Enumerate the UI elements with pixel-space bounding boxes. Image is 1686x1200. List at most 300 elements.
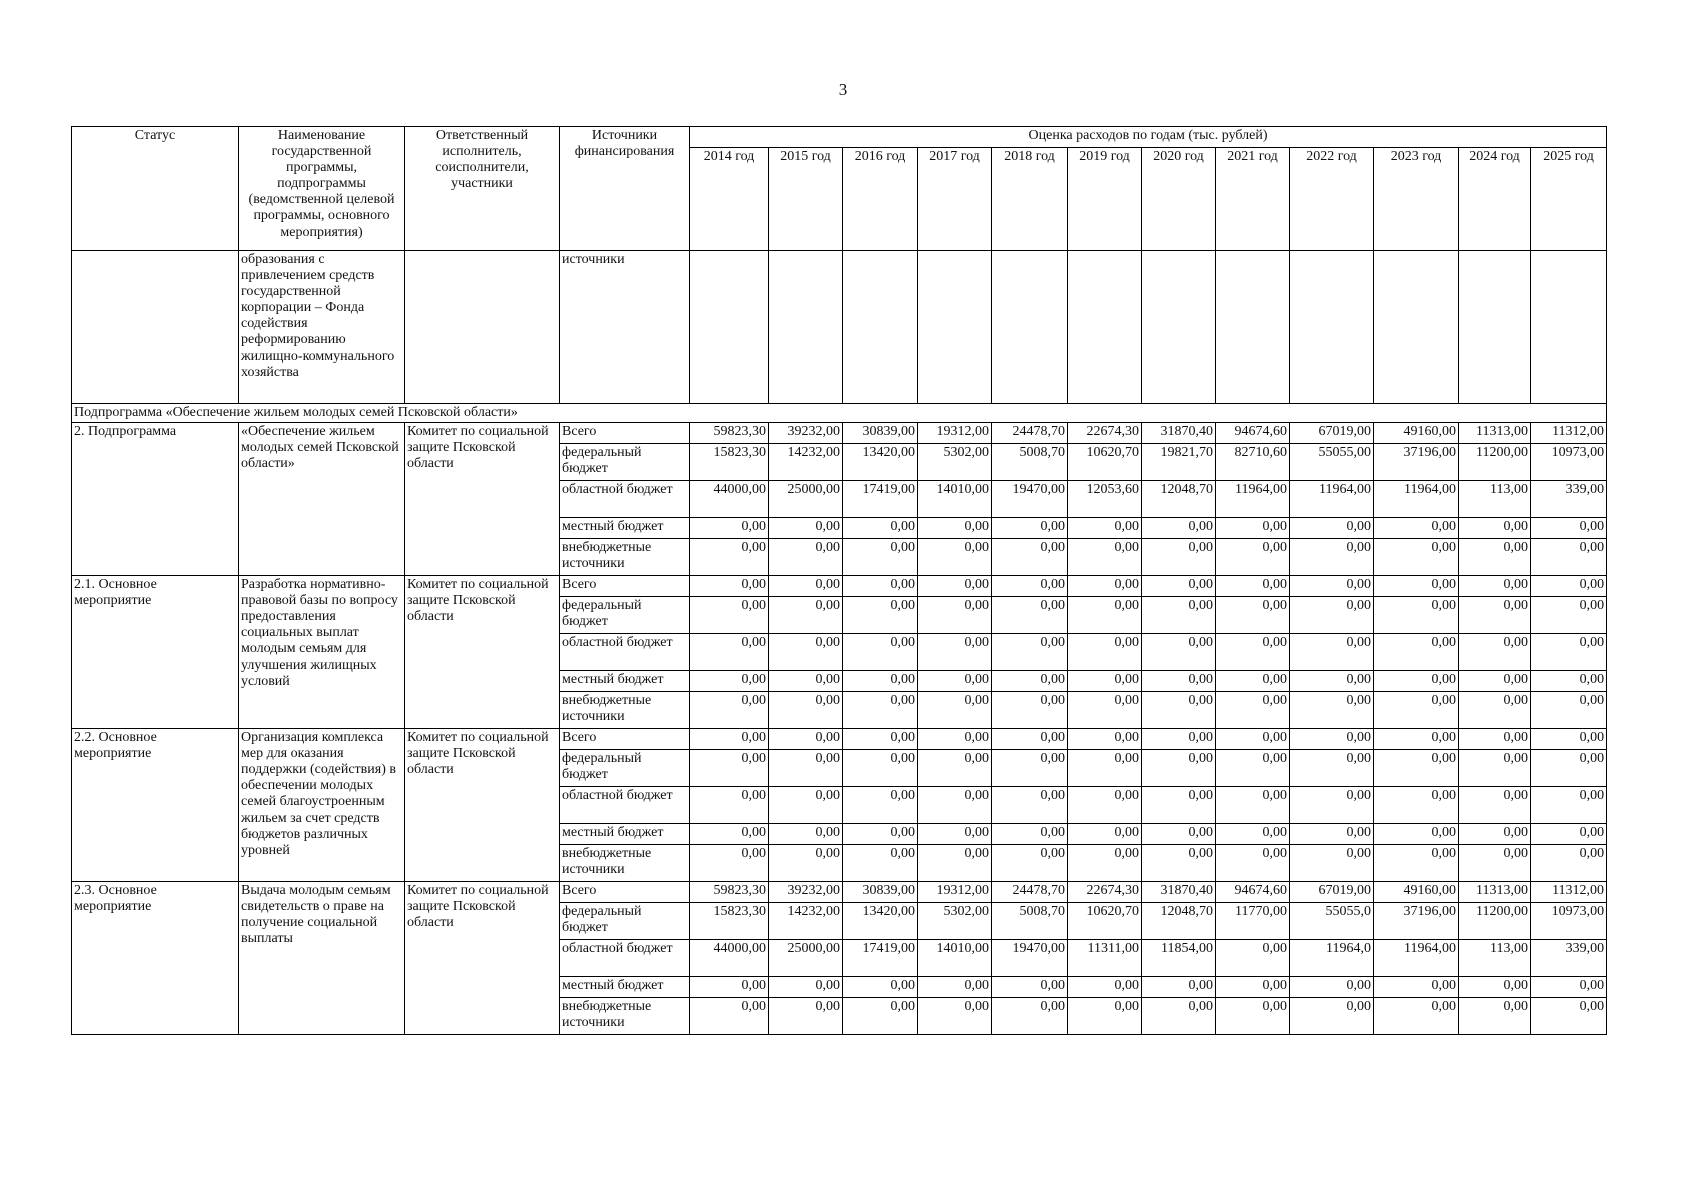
value-cell: 0,00 (918, 845, 992, 882)
value-cell: 0,00 (1216, 597, 1290, 634)
value-cell: 0,00 (769, 998, 843, 1035)
value-cell: 0,00 (843, 729, 918, 750)
funding-source: федеральный бюджет (560, 444, 690, 481)
value-cell: 0,00 (992, 824, 1068, 845)
value-cell: 0,00 (1216, 750, 1290, 787)
value-cell: 339,00 (1531, 940, 1607, 977)
table-row (72, 729, 1607, 750)
header-year: 2017 год (918, 148, 992, 251)
continuation-value-cell (992, 251, 1068, 404)
value-cell: 0,00 (690, 692, 769, 729)
value-cell: 113,00 (1459, 940, 1531, 977)
value-cell: 11313,00 (1459, 423, 1531, 444)
value-cell: 0,00 (1216, 692, 1290, 729)
table-row (72, 882, 1607, 903)
header-year: 2018 год (992, 148, 1068, 251)
value-cell: 0,00 (1374, 597, 1459, 634)
value-cell: 0,00 (1290, 750, 1374, 787)
row-status: 2.3. Основное мероприятие (72, 882, 239, 1035)
value-cell: 0,00 (1459, 539, 1531, 576)
value-cell: 0,00 (992, 998, 1068, 1035)
value-cell: 0,00 (1068, 634, 1142, 671)
value-cell: 67019,00 (1290, 423, 1374, 444)
value-cell: 0,00 (1290, 729, 1374, 750)
value-cell: 0,00 (1068, 729, 1142, 750)
value-cell: 30839,00 (843, 423, 918, 444)
value-cell: 5302,00 (918, 903, 992, 940)
value-cell: 0,00 (769, 845, 843, 882)
value-cell: 0,00 (1142, 824, 1216, 845)
value-cell: 13420,00 (843, 903, 918, 940)
value-cell: 5302,00 (918, 444, 992, 481)
value-cell: 19312,00 (918, 423, 992, 444)
value-cell: 0,00 (992, 597, 1068, 634)
value-cell: 25000,00 (769, 940, 843, 977)
value-cell: 0,00 (918, 729, 992, 750)
row-status: 2. Подпрограмма (72, 423, 239, 576)
value-cell: 0,00 (769, 750, 843, 787)
value-cell: 0,00 (918, 518, 992, 539)
continuation-row (72, 251, 1607, 404)
value-cell: 0,00 (843, 597, 918, 634)
value-cell: 11964,00 (1290, 481, 1374, 518)
value-cell: 0,00 (918, 539, 992, 576)
value-cell: 0,00 (1290, 824, 1374, 845)
value-cell: 0,00 (1216, 824, 1290, 845)
value-cell: 49160,00 (1374, 423, 1459, 444)
value-cell: 0,00 (992, 518, 1068, 539)
continuation-value-cell (1068, 251, 1142, 404)
value-cell: 11313,00 (1459, 882, 1531, 903)
value-cell: 0,00 (918, 824, 992, 845)
value-cell: 19821,70 (1142, 444, 1216, 481)
funding-source: Всего (560, 729, 690, 750)
continuation-status-cell (72, 251, 239, 404)
value-cell: 0,00 (1142, 692, 1216, 729)
value-cell: 0,00 (690, 750, 769, 787)
value-cell: 0,00 (1068, 671, 1142, 692)
value-cell: 0,00 (918, 634, 992, 671)
value-cell: 0,00 (1216, 576, 1290, 597)
value-cell: 0,00 (992, 539, 1068, 576)
header-year: 2021 год (1216, 148, 1290, 251)
funding-source: областной бюджет (560, 634, 690, 671)
value-cell: 0,00 (769, 787, 843, 824)
funding-source: Всего (560, 576, 690, 597)
value-cell: 0,00 (1531, 750, 1607, 787)
value-cell: 0,00 (992, 977, 1068, 998)
value-cell: 59823,30 (690, 423, 769, 444)
value-cell: 0,00 (1531, 576, 1607, 597)
value-cell: 0,00 (918, 998, 992, 1035)
value-cell: 0,00 (1142, 977, 1216, 998)
value-cell: 0,00 (1290, 539, 1374, 576)
header-year: 2024 год (1459, 148, 1531, 251)
value-cell: 0,00 (1068, 597, 1142, 634)
funding-source: областной бюджет (560, 940, 690, 977)
value-cell: 0,00 (1290, 671, 1374, 692)
value-cell: 0,00 (1216, 940, 1290, 977)
value-cell: 0,00 (1531, 787, 1607, 824)
value-cell: 0,00 (1459, 692, 1531, 729)
value-cell: 31870,40 (1142, 882, 1216, 903)
value-cell: 0,00 (1374, 671, 1459, 692)
value-cell: 0,00 (1531, 998, 1607, 1035)
value-cell: 11964,0 (1290, 940, 1374, 977)
value-cell: 0,00 (1068, 539, 1142, 576)
row-executor: Комитет по социальной защите Псковской области (405, 729, 560, 882)
funding-source: Всего (560, 882, 690, 903)
value-cell: 67019,00 (1290, 882, 1374, 903)
value-cell: 0,00 (992, 634, 1068, 671)
value-cell: 0,00 (1459, 750, 1531, 787)
value-cell: 113,00 (1459, 481, 1531, 518)
value-cell: 15823,30 (690, 903, 769, 940)
value-cell: 0,00 (690, 576, 769, 597)
value-cell: 0,00 (1142, 576, 1216, 597)
value-cell: 11770,00 (1216, 903, 1290, 940)
value-cell: 30839,00 (843, 882, 918, 903)
header-estimate: Оценка расходов по годам (тыс. рублей) (690, 127, 1607, 148)
value-cell: 17419,00 (843, 481, 918, 518)
value-cell: 0,00 (843, 634, 918, 671)
value-cell: 12048,70 (1142, 481, 1216, 518)
funding-source: внебюджетные источники (560, 692, 690, 729)
header-year: 2023 год (1374, 148, 1459, 251)
value-cell: 0,00 (1216, 539, 1290, 576)
value-cell: 0,00 (769, 977, 843, 998)
value-cell: 0,00 (992, 692, 1068, 729)
continuation-value-cell (1142, 251, 1216, 404)
value-cell: 15823,30 (690, 444, 769, 481)
value-cell: 0,00 (1068, 845, 1142, 882)
value-cell: 94674,60 (1216, 882, 1290, 903)
value-cell: 0,00 (843, 750, 918, 787)
value-cell: 0,00 (1290, 576, 1374, 597)
value-cell: 19470,00 (992, 481, 1068, 518)
value-cell: 0,00 (1459, 977, 1531, 998)
value-cell: 0,00 (1142, 845, 1216, 882)
value-cell: 0,00 (843, 692, 918, 729)
value-cell: 0,00 (1374, 539, 1459, 576)
value-cell: 11200,00 (1459, 903, 1531, 940)
value-cell: 0,00 (1142, 539, 1216, 576)
value-cell: 11312,00 (1531, 423, 1607, 444)
value-cell: 11854,00 (1142, 940, 1216, 977)
value-cell: 0,00 (690, 824, 769, 845)
value-cell: 0,00 (690, 518, 769, 539)
header-sources: Источники финансирования (560, 127, 690, 251)
value-cell: 0,00 (918, 671, 992, 692)
value-cell: 0,00 (1216, 998, 1290, 1035)
row-name: Организация комплекса мер для оказания поддержки (содействия) в обеспечении молодых семей благоустроенным жильем за счет средств бюджетов различных уровней (239, 729, 405, 882)
header-name: Наименование государственной программы, подпрограммы (ведомственной целевой программы, основного мероприятия) (239, 127, 405, 251)
value-cell: 0,00 (1459, 729, 1531, 750)
value-cell: 44000,00 (690, 940, 769, 977)
value-cell: 0,00 (1459, 576, 1531, 597)
value-cell: 10973,00 (1531, 444, 1607, 481)
value-cell: 0,00 (769, 824, 843, 845)
value-cell: 10620,70 (1068, 903, 1142, 940)
value-cell: 0,00 (690, 787, 769, 824)
value-cell: 0,00 (1531, 518, 1607, 539)
value-cell: 0,00 (918, 692, 992, 729)
value-cell: 0,00 (918, 597, 992, 634)
value-cell: 0,00 (1459, 845, 1531, 882)
value-cell: 0,00 (1216, 729, 1290, 750)
value-cell: 10620,70 (1068, 444, 1142, 481)
value-cell: 0,00 (1531, 671, 1607, 692)
value-cell: 0,00 (1068, 750, 1142, 787)
continuation-value-cell (1216, 251, 1290, 404)
value-cell: 14232,00 (769, 903, 843, 940)
value-cell: 0,00 (992, 729, 1068, 750)
value-cell: 0,00 (690, 729, 769, 750)
value-cell: 0,00 (769, 634, 843, 671)
row-executor: Комитет по социальной защите Псковской области (405, 882, 560, 1035)
value-cell: 55055,0 (1290, 903, 1374, 940)
value-cell: 10973,00 (1531, 903, 1607, 940)
value-cell: 0,00 (1531, 729, 1607, 750)
value-cell: 37196,00 (1374, 444, 1459, 481)
value-cell: 0,00 (1142, 750, 1216, 787)
value-cell: 11964,00 (1374, 481, 1459, 518)
continuation-value-cell (1290, 251, 1374, 404)
section-title: Подпрограмма «Обеспечение жильем молодых семей Псковской области» (72, 404, 1607, 423)
value-cell: 0,00 (1374, 692, 1459, 729)
value-cell: 0,00 (1142, 634, 1216, 671)
value-cell: 44000,00 (690, 481, 769, 518)
value-cell: 0,00 (1531, 824, 1607, 845)
value-cell: 0,00 (1216, 671, 1290, 692)
value-cell: 31870,40 (1142, 423, 1216, 444)
funding-source: Всего (560, 423, 690, 444)
value-cell: 0,00 (1531, 692, 1607, 729)
continuation-value-cell (918, 251, 992, 404)
value-cell: 0,00 (1290, 977, 1374, 998)
value-cell: 0,00 (1068, 518, 1142, 539)
value-cell: 0,00 (918, 750, 992, 787)
value-cell: 49160,00 (1374, 882, 1459, 903)
value-cell: 82710,60 (1216, 444, 1290, 481)
value-cell: 39232,00 (769, 423, 843, 444)
value-cell: 0,00 (690, 977, 769, 998)
table-row (72, 576, 1607, 597)
value-cell: 13420,00 (843, 444, 918, 481)
row-executor: Комитет по социальной защите Псковской области (405, 576, 560, 729)
row-name: Разработка нормативно-правовой базы по вопросу предоставления социальных выплат молодым семьям для улучшения жилищных условий (239, 576, 405, 729)
continuation-value-cell (843, 251, 918, 404)
value-cell: 0,00 (1374, 977, 1459, 998)
funding-source: внебюджетные источники (560, 539, 690, 576)
header-year: 2019 год (1068, 148, 1142, 251)
value-cell: 0,00 (992, 845, 1068, 882)
continuation-value-cell (769, 251, 843, 404)
value-cell: 0,00 (690, 671, 769, 692)
value-cell: 0,00 (1216, 977, 1290, 998)
value-cell: 0,00 (1142, 787, 1216, 824)
value-cell: 0,00 (690, 634, 769, 671)
value-cell: 0,00 (1068, 787, 1142, 824)
value-cell: 22674,30 (1068, 423, 1142, 444)
value-cell: 0,00 (1459, 634, 1531, 671)
value-cell: 12048,70 (1142, 903, 1216, 940)
value-cell: 25000,00 (769, 481, 843, 518)
value-cell: 59823,30 (690, 882, 769, 903)
value-cell: 11200,00 (1459, 444, 1531, 481)
continuation-value-cell (690, 251, 769, 404)
header-status: Статус (72, 127, 239, 251)
value-cell: 0,00 (843, 787, 918, 824)
value-cell: 0,00 (1290, 692, 1374, 729)
value-cell: 0,00 (1374, 998, 1459, 1035)
value-cell: 14232,00 (769, 444, 843, 481)
continuation-value-cell (1459, 251, 1531, 404)
row-name: Выдача молодым семьям свидетельств о праве на получение социальной выплаты (239, 882, 405, 1035)
value-cell: 11964,00 (1374, 940, 1459, 977)
value-cell: 0,00 (769, 576, 843, 597)
value-cell: 0,00 (1374, 729, 1459, 750)
continuation-name: образования с привлечением средств государственной корпорации – Фонда содействия реформированию жилищно-коммунального хозяйства (239, 251, 405, 404)
funding-source: федеральный бюджет (560, 750, 690, 787)
value-cell: 24478,70 (992, 882, 1068, 903)
value-cell: 0,00 (1531, 634, 1607, 671)
continuation-source: источники (560, 251, 690, 404)
value-cell: 0,00 (1374, 824, 1459, 845)
value-cell: 0,00 (843, 671, 918, 692)
value-cell: 0,00 (1068, 576, 1142, 597)
row-status: 2.1. Основное мероприятие (72, 576, 239, 729)
value-cell: 0,00 (1459, 998, 1531, 1035)
value-cell: 0,00 (843, 824, 918, 845)
header-executor: Ответственный исполнитель, соисполнители, участники (405, 127, 560, 251)
funding-source: областной бюджет (560, 787, 690, 824)
value-cell: 11311,00 (1068, 940, 1142, 977)
value-cell: 0,00 (1068, 692, 1142, 729)
value-cell: 0,00 (843, 539, 918, 576)
page-number: 3 (838, 80, 848, 99)
value-cell: 0,00 (690, 597, 769, 634)
value-cell: 0,00 (1459, 824, 1531, 845)
value-cell: 0,00 (1142, 518, 1216, 539)
value-cell: 0,00 (1374, 634, 1459, 671)
value-cell: 0,00 (1216, 787, 1290, 824)
value-cell: 94674,60 (1216, 423, 1290, 444)
header-year: 2022 год (1290, 148, 1374, 251)
value-cell: 0,00 (1374, 845, 1459, 882)
value-cell: 0,00 (1068, 998, 1142, 1035)
value-cell: 14010,00 (918, 940, 992, 977)
value-cell: 0,00 (1531, 539, 1607, 576)
value-cell: 0,00 (769, 539, 843, 576)
funding-source: местный бюджет (560, 977, 690, 998)
value-cell: 17419,00 (843, 940, 918, 977)
value-cell: 0,00 (769, 597, 843, 634)
funding-source: местный бюджет (560, 824, 690, 845)
funding-source: местный бюджет (560, 671, 690, 692)
value-cell: 12053,60 (1068, 481, 1142, 518)
value-cell: 0,00 (1459, 518, 1531, 539)
value-cell: 0,00 (769, 692, 843, 729)
funding-source: федеральный бюджет (560, 597, 690, 634)
value-cell: 0,00 (1459, 597, 1531, 634)
value-cell: 0,00 (1374, 576, 1459, 597)
value-cell: 0,00 (1216, 634, 1290, 671)
value-cell: 0,00 (1531, 597, 1607, 634)
value-cell: 0,00 (1142, 729, 1216, 750)
funding-source: внебюджетные источники (560, 845, 690, 882)
value-cell: 0,00 (769, 518, 843, 539)
value-cell: 0,00 (769, 729, 843, 750)
value-cell: 0,00 (1142, 671, 1216, 692)
value-cell: 0,00 (1142, 998, 1216, 1035)
header-year: 2014 год (690, 148, 769, 251)
value-cell: 11312,00 (1531, 882, 1607, 903)
budget-table (71, 126, 1607, 1035)
value-cell: 14010,00 (918, 481, 992, 518)
value-cell: 0,00 (1216, 518, 1290, 539)
value-cell: 11964,00 (1216, 481, 1290, 518)
value-cell: 0,00 (843, 518, 918, 539)
value-cell: 0,00 (918, 787, 992, 824)
funding-source: областной бюджет (560, 481, 690, 518)
header-year: 2015 год (769, 148, 843, 251)
header-year: 2016 год (843, 148, 918, 251)
value-cell: 39232,00 (769, 882, 843, 903)
value-cell: 0,00 (1290, 845, 1374, 882)
value-cell: 0,00 (1216, 845, 1290, 882)
continuation-value-cell (1374, 251, 1459, 404)
table-row (72, 423, 1607, 444)
value-cell: 0,00 (1142, 597, 1216, 634)
value-cell: 0,00 (992, 787, 1068, 824)
value-cell: 5008,70 (992, 903, 1068, 940)
value-cell: 19312,00 (918, 882, 992, 903)
value-cell: 339,00 (1531, 481, 1607, 518)
value-cell: 37196,00 (1374, 903, 1459, 940)
funding-source: местный бюджет (560, 518, 690, 539)
value-cell: 0,00 (1459, 671, 1531, 692)
value-cell: 0,00 (1290, 998, 1374, 1035)
value-cell: 5008,70 (992, 444, 1068, 481)
value-cell: 0,00 (1290, 597, 1374, 634)
value-cell: 24478,70 (992, 423, 1068, 444)
value-cell: 0,00 (690, 845, 769, 882)
funding-source: внебюджетные источники (560, 998, 690, 1035)
continuation-executor-cell (405, 251, 560, 404)
continuation-value-cell (1531, 251, 1607, 404)
value-cell: 0,00 (1531, 977, 1607, 998)
value-cell: 0,00 (918, 977, 992, 998)
section-row (72, 404, 1607, 423)
value-cell: 0,00 (1374, 787, 1459, 824)
funding-source: федеральный бюджет (560, 903, 690, 940)
header-year: 2025 год (1531, 148, 1607, 251)
value-cell: 0,00 (843, 998, 918, 1035)
header-year: 2020 год (1142, 148, 1216, 251)
value-cell: 0,00 (1459, 787, 1531, 824)
value-cell: 19470,00 (992, 940, 1068, 977)
value-cell: 0,00 (918, 576, 992, 597)
value-cell: 55055,00 (1290, 444, 1374, 481)
value-cell: 22674,30 (1068, 882, 1142, 903)
value-cell: 0,00 (1068, 977, 1142, 998)
value-cell: 0,00 (992, 576, 1068, 597)
value-cell: 0,00 (992, 671, 1068, 692)
value-cell: 0,00 (843, 977, 918, 998)
value-cell: 0,00 (843, 845, 918, 882)
value-cell: 0,00 (1290, 787, 1374, 824)
